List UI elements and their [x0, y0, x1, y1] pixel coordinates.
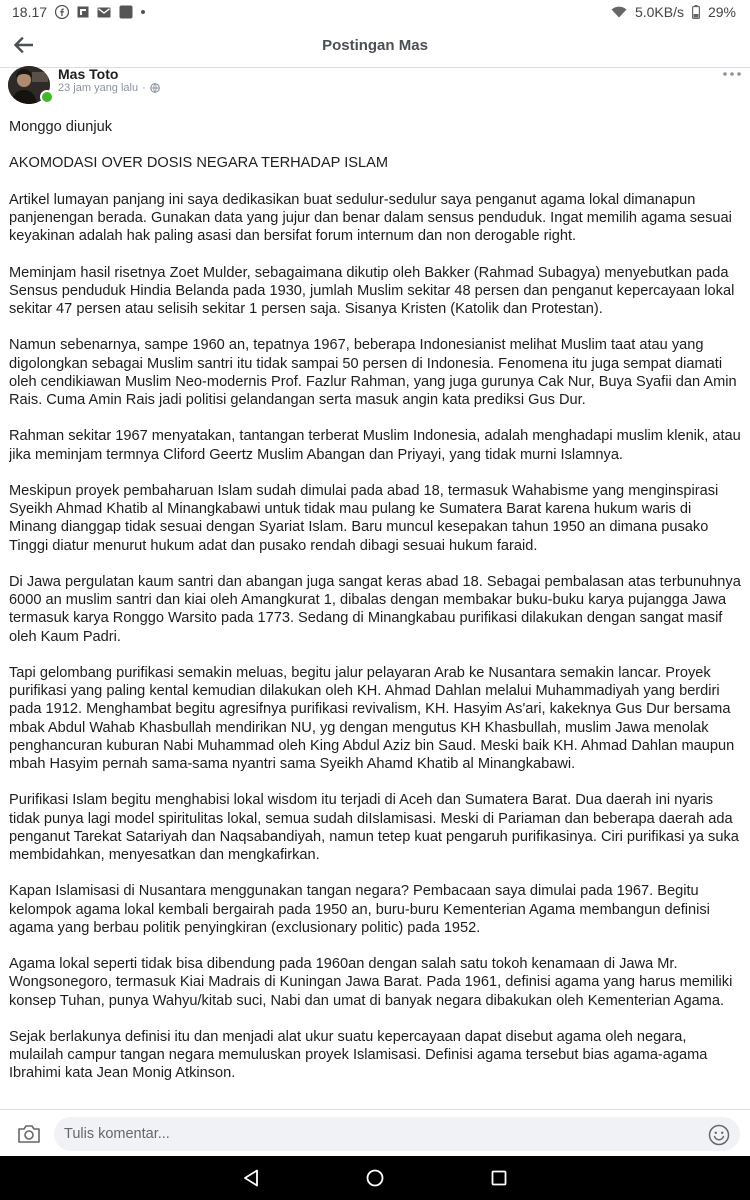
network-speed: 5.0KB/s — [634, 4, 684, 20]
flipboard-icon — [77, 6, 89, 18]
back-button[interactable] — [10, 32, 36, 58]
more-horizontal-icon — [723, 72, 741, 76]
battery-icon — [692, 5, 700, 19]
post-paragraph: Artikel lumayan panjang ini saya dedikasikan buat sedulur-sedulur saya penganut agama lokal dimanapun panjenengan berada. Gunakan data yang jujur dan benar dalam sensus penduduk. Ingat memilih agama sesuai keyakinan adalah hak paling asasi dan bersifat forum internum dan non derogable right. — [9, 191, 732, 245]
post-paragraph: Namun sebenarnya, sampe 1960 an, tepatnya 1967, beberapa Indonesianist melihat Muslim taat atau yang digolongkan sebagai Muslim santri itu tidak sampai 50 persen di Indonesia. Fenomena itu juga sempat diamati oleh cendikiawan Muslim Neo-modernis Prof. Fazlur Rahman, yang juga gurunya Cak Nur, Buya Syafii dan Amin Rais. Cuma Amin Rais jadi politisi gelandangan serta masuk angin kata prediksi Gus Dur. — [9, 337, 737, 408]
battery-percent: 29% — [707, 4, 736, 20]
comment-divider — [0, 1109, 750, 1110]
post-paragraph: Meskipun proyek pembaharuan Islam sudah dimulai pada abad 18, termasuk Wahabisme yang menginspirasi Syeikh Ahmad Khatib al Minangkabawi untuk tidak mau pulang ke Sumatera Barat karena hukum waris di Minang dianggap tidak sesuai dengan Syariat Islam. Baru muncul kesepakan tahun 1950 an dimana pusako Tinggi diatur menurut hukum adat dan pusako rendah dibagi sesuai hukum faraid. — [9, 482, 719, 554]
post-paragraph: Agama lokal seperti tidak bisa dibendung pada 1960an dengan salah satu tokoh kenamaan di Jawa Mr. Wongsonegoro, termasuk Kiai Madrais di Kuningan Jawa Barat. Pada 1961, definisi agama yang harus memiliki konsep Tuhan, punya Wahyu/kitab suci, Nabi dan umat di banyak negara dibakukan oleh Kementerian Agama. — [9, 956, 733, 1009]
post-paragraph: Kapan Islamisasi di Nusantara menggunakan tangan negara? Pembacaan saya dimulai pada 1967. Begitu kelompok agama lokal kembali bergairah pada 1950 an, buru-buru Kementerian Agama membangun definisi agama yang berbau politik penyingkiran (exclusionary politic) pada 1952. — [9, 883, 710, 936]
status-right — [611, 4, 736, 20]
facebook-icon — [55, 5, 69, 19]
app-header — [0, 24, 750, 68]
post-paragraph: Tapi gelombang purifikasi semakin meluas, begitu jalur pelayaran Arab ke Nusantara semakin lancar. Proyek purifikasi yang paling kental kemudian dilakukan oleh KH. Ahmad Dahlan melalui Muhammadiyah yang berdiri pada 1912. Menghambat begitu agresifnya purifikasi revivalism, KH. Hasyim As'ari, kakeknya Gus Dur bersama mbak Abdul Wahab Khasbullah mendirikan NU, yg dengan mengutus KH Khasbullah, muslim Jawa menolak penghancuran kuburan Nabi Muhammad oleh King Abdul Aziz bin Saud. Meski baik KH. Ahmad Dahlan maupun mbah Hasyim pernah sama-sama nyantri sama Syeikh Ahamd Khatib al Minangkabawi. — [9, 664, 735, 772]
circle-home-icon — [366, 1169, 384, 1187]
status-bar — [0, 0, 750, 24]
square-recents-icon — [491, 1170, 507, 1186]
post-paragraph: Di Jawa pergulatan kaum santri dan abangan juga sangat keras abad 18. Sebagai pembalasan atas terbunuhnya 6000 an muslim santri dan kiai oleh Amangkurat 1, dibalas dengan membakar buku-buku karya pujangga Jawa termasuk karya Ronggo Warsito pada 1773. Sedang di Minangkabau purifikasi dilakukan dengan sangat masif oleh Kaum Padri. — [9, 573, 741, 645]
post-paragraph: Meminjam hasil risetnya Zoet Mulder, sebagaimana dikutip oleh Bakker (Rahmad Subagya) menyebutkan pada Sensus penduduk Hindia Belanda pada 1930, jumlah Muslim sekitar 48 persen dan penganut kepercayaan lokal sekitar 47 persen atau selisih sekitar 1 persen saja. Sisanya Kristen (Katolik dan Protestan). — [9, 264, 735, 317]
camera-icon — [17, 1124, 41, 1144]
emoji-button[interactable] — [708, 1124, 730, 1146]
author-name[interactable]: Mas Toto — [58, 66, 119, 82]
online-status-indicator — [40, 90, 54, 104]
page-title: Postingan Mas — [322, 37, 428, 54]
status-left — [12, 4, 145, 20]
post-paragraph: Sejak berlakunya definisi itu dan menjadi alat ukur suatu kepercayaan dapat disebut agama oleh negara, mulailah campur tangan negara memuluskan proyek Islamisasi. Definisi agama tersebut bias agama-agama Ibrahimi kata Jean Monig Atkinson. — [9, 1028, 708, 1082]
app-icon — [119, 5, 133, 19]
nav-home-button[interactable] — [363, 1166, 387, 1190]
triangle-back-icon — [243, 1169, 259, 1187]
globe-icon — [150, 83, 160, 93]
arrow-left-icon — [13, 37, 33, 53]
notification-dot — [141, 10, 145, 14]
meta-separator: · — [142, 82, 146, 94]
wifi-icon — [611, 6, 627, 18]
nav-back-button[interactable] — [239, 1166, 263, 1190]
post-paragraph: Purifikasi Islam begitu menghabisi lokal wisdom itu terjadi di Aceh dan Sumatera Barat. Dua daerah ini nyaris tidak punya lagi model spiritulitas lokal, semua sudah diIslamisasi. Meski di Pariaman dan beberapa daerah ada penganut Tarekat Satariyah dan Naqsabandiyah, namun tetep kuat pengaruh purifikasinya. Ciri purifikasi ya suka membidahkan, menyesatkan dan mengkafirkan. — [9, 792, 739, 863]
smiley-icon — [708, 1124, 730, 1146]
post-paragraph: AKOMODASI OVER DOSIS NEGARA TERHADAP ISLAM — [9, 155, 388, 172]
more-options-button[interactable] — [722, 68, 742, 80]
post-meta — [58, 82, 160, 94]
gmail-icon — [97, 7, 111, 18]
post-body — [9, 118, 743, 1108]
post-paragraph: Monggo diunjuk — [9, 119, 113, 135]
post-paragraph: Rahman sekitar 1967 menyatakan, tantangan terberat Muslim Indonesia, adalah menghadapi muslim klenik, atau jika meminjam termnya Cliford Geertz Muslim Abangan dan Priyayi, yang tidak murni Islamnya. — [9, 428, 741, 463]
nav-recents-button[interactable] — [487, 1166, 511, 1190]
status-time: 18.17 — [12, 4, 48, 20]
post-header — [0, 66, 750, 108]
post-timestamp[interactable]: 23 jam yang lalu — [58, 82, 139, 94]
comment-input[interactable] — [54, 1117, 740, 1151]
camera-button[interactable] — [16, 1122, 42, 1146]
system-nav-bar — [0, 1156, 750, 1200]
comment-bar — [0, 1112, 750, 1156]
